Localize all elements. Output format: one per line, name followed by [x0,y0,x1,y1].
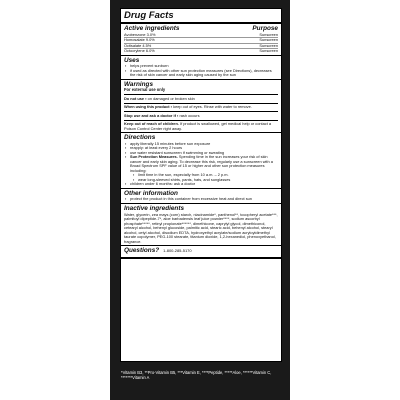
directions-heading: Directions [124,134,156,142]
keep-out-label: Keep out of reach of children. [124,121,179,127]
active-ingredients-heading: Active ingredients [124,25,180,32]
drug-facts-title: Drug Facts [121,9,281,24]
stop-use-text: rash occurs [179,112,200,118]
list-item: ▪ protect the product in this container from excessive heat and direct sun [130,197,278,202]
questions-heading: Questions? [124,247,160,255]
when-using-label: When using this product [124,104,170,110]
uses-list [124,64,278,78]
purpose-heading: Purpose [252,25,278,32]
active-ingredients-section [121,24,281,56]
spm-label: Sun Protection Measures. [130,154,178,160]
list-item: ▪ helps prevent sunburn [130,64,278,69]
list-item: ▪ limit time in the sun, especially from 10 a.m. – 2 p.m. [138,173,278,178]
spm-text: Spending time in the sun increases your risk of skin cancer and early skin aging. To decrease this risk, regularly use a sunscreen with a Broad Spectrum SPF value of 15 or higher and other sun protection measures including: [130,154,273,173]
list-item: ▪ use water resistant sunscreen if swimming or sweating [130,151,278,156]
other-information-list [124,197,278,202]
list-item: ▪ if used as directed with other sun protection measures (see Directions), decreases the risk of skin cancer and early skin aging caused by the sun [130,69,278,78]
directions-section [121,133,281,189]
list-item [130,155,278,182]
external-use-note: For external use only [124,87,166,93]
other-information-section [121,189,281,204]
phone-number: 1-800-285-5170 [163,248,192,254]
active-ingredient-row [124,49,278,54]
ingredient-purpose: Sunscreen [259,48,278,54]
vitamin-footnote: *Vitamin B3, **Pro-Vitamin B5, ***Vitamin E, ****Peptide, *****Aloe, ******Vitamin C, *******Vitamin A [121,370,272,381]
uses-heading: Uses [124,56,140,64]
ingredient-name: Octisalate 4.5% [124,42,152,48]
when-using-text: keep out of eyes. Rinse with water to remove. [173,104,252,110]
other-information-heading: Other information [124,189,178,197]
ingredient-purpose: Sunscreen [259,37,278,43]
list-item: ▪ wear long-sleeved shirts, pants, hats, and sunglasses [138,178,278,183]
list-item: ▪ apply liberally 15 minutes before sun exposure [130,142,278,147]
questions-section [121,246,281,259]
list-item: ▪ reapply: at least every 2 hours [130,146,278,151]
stop-use-label: Stop use and ask a doctor if [124,112,176,118]
ingredient-name: Avobenzone 3.0% [124,31,156,37]
ingredient-purpose: Sunscreen [259,42,278,48]
list-item: ▪ children under 6 months: ask a doctor [130,182,278,187]
do-not-use-label: Do not use [124,95,145,101]
inactive-ingredients-heading: Inactive ingredients [124,204,185,212]
ingredient-name: Octocrylene 6.0% [124,48,155,54]
ingredient-purpose: Sunscreen [259,31,278,37]
keep-out-text: If product is swallowed, get medical help or contact a Poison Control Center right away. [124,121,272,131]
warnings-heading: Warnings [124,80,153,88]
do-not-use-text: on damaged or broken skin [147,95,195,101]
drug-facts-panel [120,8,282,362]
ingredient-name: Homosalate 9.0% [124,37,155,43]
directions-list [124,142,278,187]
inactive-ingredients-text: Water, glycerin, zea mays (corn) starch, niacinamide*, panthenol**, tocopheryl acetate***, palmitoyl dipeptide-7*, aloe barbadensis leaf juice powder****, sodium ascorbyl phosphate*****, retinyl propionate******, dimethicone, caprylyl glycol, dimethiconol, cetearyl alcohol, behenyl glucoside, palmitic acid, stearic acid, behenyl alcohol, stearyl alcohol, cetyl alcohol, disodium EDTA, hydroxyethyl acrylate/sodium acryloyldimethyl taurate copolymer, PEG-100 stearate, titanium dioxide, 1,2-hexanediol, phenoxyethanol, fragrance. [124,211,278,244]
uses-section [121,56,281,80]
warnings-section: Warnings For external use only Do not use ▪ on damaged or broken skin When using this product ▪ keep out of eyes. Rinse with water to remove. Stop use and ask a doctor if ▪ rash occurs Keep out of reach of children. If product is swallowed, get medical help or contact a Poison Control Center right away. [121,80,281,134]
inactive-ingredients-section [121,204,281,246]
